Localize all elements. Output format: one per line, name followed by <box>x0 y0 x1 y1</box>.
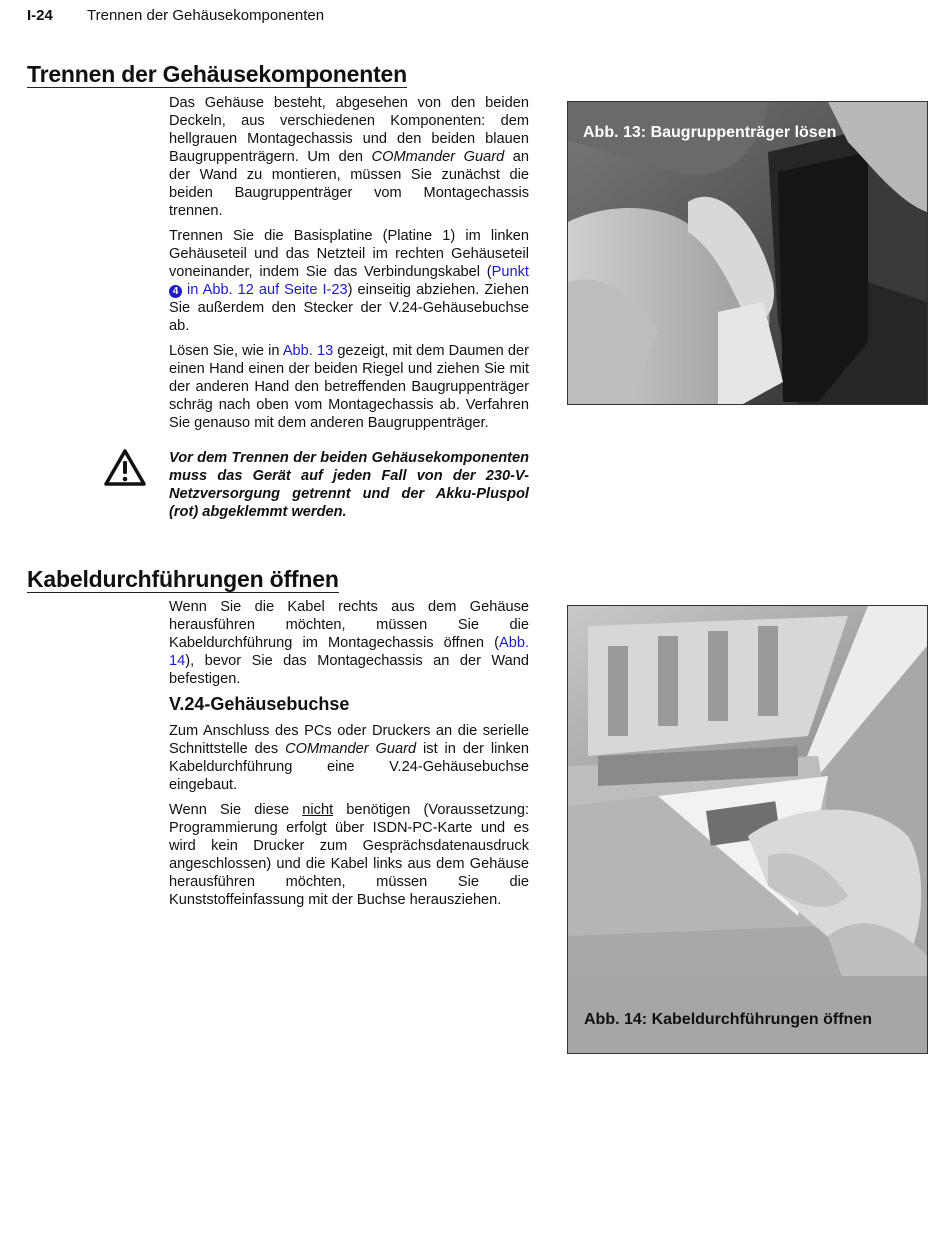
link-punkt-4[interactable]: Punkt 4 in Abb. 12 auf Seite I-23 <box>169 264 529 298</box>
paragraph: Wenn Sie die Kabel rechts aus dem Gehäuse herausführen möchten, müssen Sie die Kabeldurchführung im Montagechassis öffnen (Abb. 14), bevor Sie das Montagechassis an der Wand befestigen. <box>169 599 529 687</box>
paragraph: Das Gehäuse besteht, abgesehen von den beiden Deckeln, aus verschiedenen Komponenten: dem hellgrauen Montagechassis und den beiden blauen Baugruppenträgern. Um den COMmander Guard an der Wand zu montieren, müssen Sie zunächst die beiden Baugruppenträger vom Montagechassis trennen. <box>169 95 529 219</box>
number-4-badge: 4 <box>169 285 182 298</box>
subsection-body <box>169 722 529 916</box>
paragraph: Zum Anschluss des PCs oder Druckers an die serielle Schnittstelle des COMmander Guard ist in der linken Kabeldurchführung eine V.24-Gehäusebuchse eingebaut. <box>169 723 529 793</box>
figure-13-photo <box>567 101 928 405</box>
link-abb-13[interactable]: Abb. 13 <box>282 343 334 359</box>
subsection-title-v24: V.24-Gehäusebuchse <box>169 694 350 714</box>
running-title: Trennen der Gehäusekomponenten <box>87 7 325 24</box>
paragraph: Wenn Sie diese nicht benötigen (Voraussetzung: Programmierung erfolgt über ISDN-PC-Karte und es wird kein Drucker zum Gesprächsdatenausdruck angeschlossen) und die Kabel links aus dem Gehäuse herausführen möchten, müssen Sie die Kunststoffeinfassung mit der Buchse herausziehen. <box>169 802 529 908</box>
paragraph: Trennen Sie die Basisplatine (Platine 1) im linken Gehäuseteil und das Netzteil im rechten Gehäuseteil voneinander, indem Sie das Verbindungskabel (Punkt 4 in Abb. 12 auf Seite I-23) einseitig abziehen. Ziehen Sie außerdem den Stecker der V.24-Gehäusebuchse ab. <box>169 228 529 334</box>
section2-body <box>169 598 529 695</box>
warning-text: Vor dem Trennen der beiden Gehäusekomponenten muss das Gerät auf jeden Fall von der 230-V-Netzversorgung getrennt und der Akku-Pluspol (rot) abgeklemmt werden. <box>169 450 529 520</box>
warning-triangle-icon <box>103 448 147 493</box>
figure-14-caption: Abb. 14: Kabeldurchführungen öffnen <box>584 1011 872 1028</box>
page-number: I-24 <box>27 7 53 24</box>
section-title-trennen: Trennen der Gehäusekomponenten <box>27 61 407 87</box>
link-abb-14[interactable]: Abb. 14 <box>169 635 529 669</box>
paragraph: Lösen Sie, wie in Abb. 13 gezeigt, mit dem Daumen der einen Hand einen der beiden Riegel und ziehen Sie mit der anderen Hand den betreffenden Baugruppenträger schräg nach oben vom Montagechassis ab. Verfahren Sie genauso mit dem anderen Baugruppenträger. <box>169 343 529 431</box>
section1-body <box>169 94 529 439</box>
figure-14-photo <box>567 605 928 1054</box>
section-title-kabeldurchfuehrungen: Kabeldurchführungen öffnen <box>27 566 339 592</box>
figure-13-caption: Abb. 13: Baugruppenträger lösen <box>583 124 837 141</box>
